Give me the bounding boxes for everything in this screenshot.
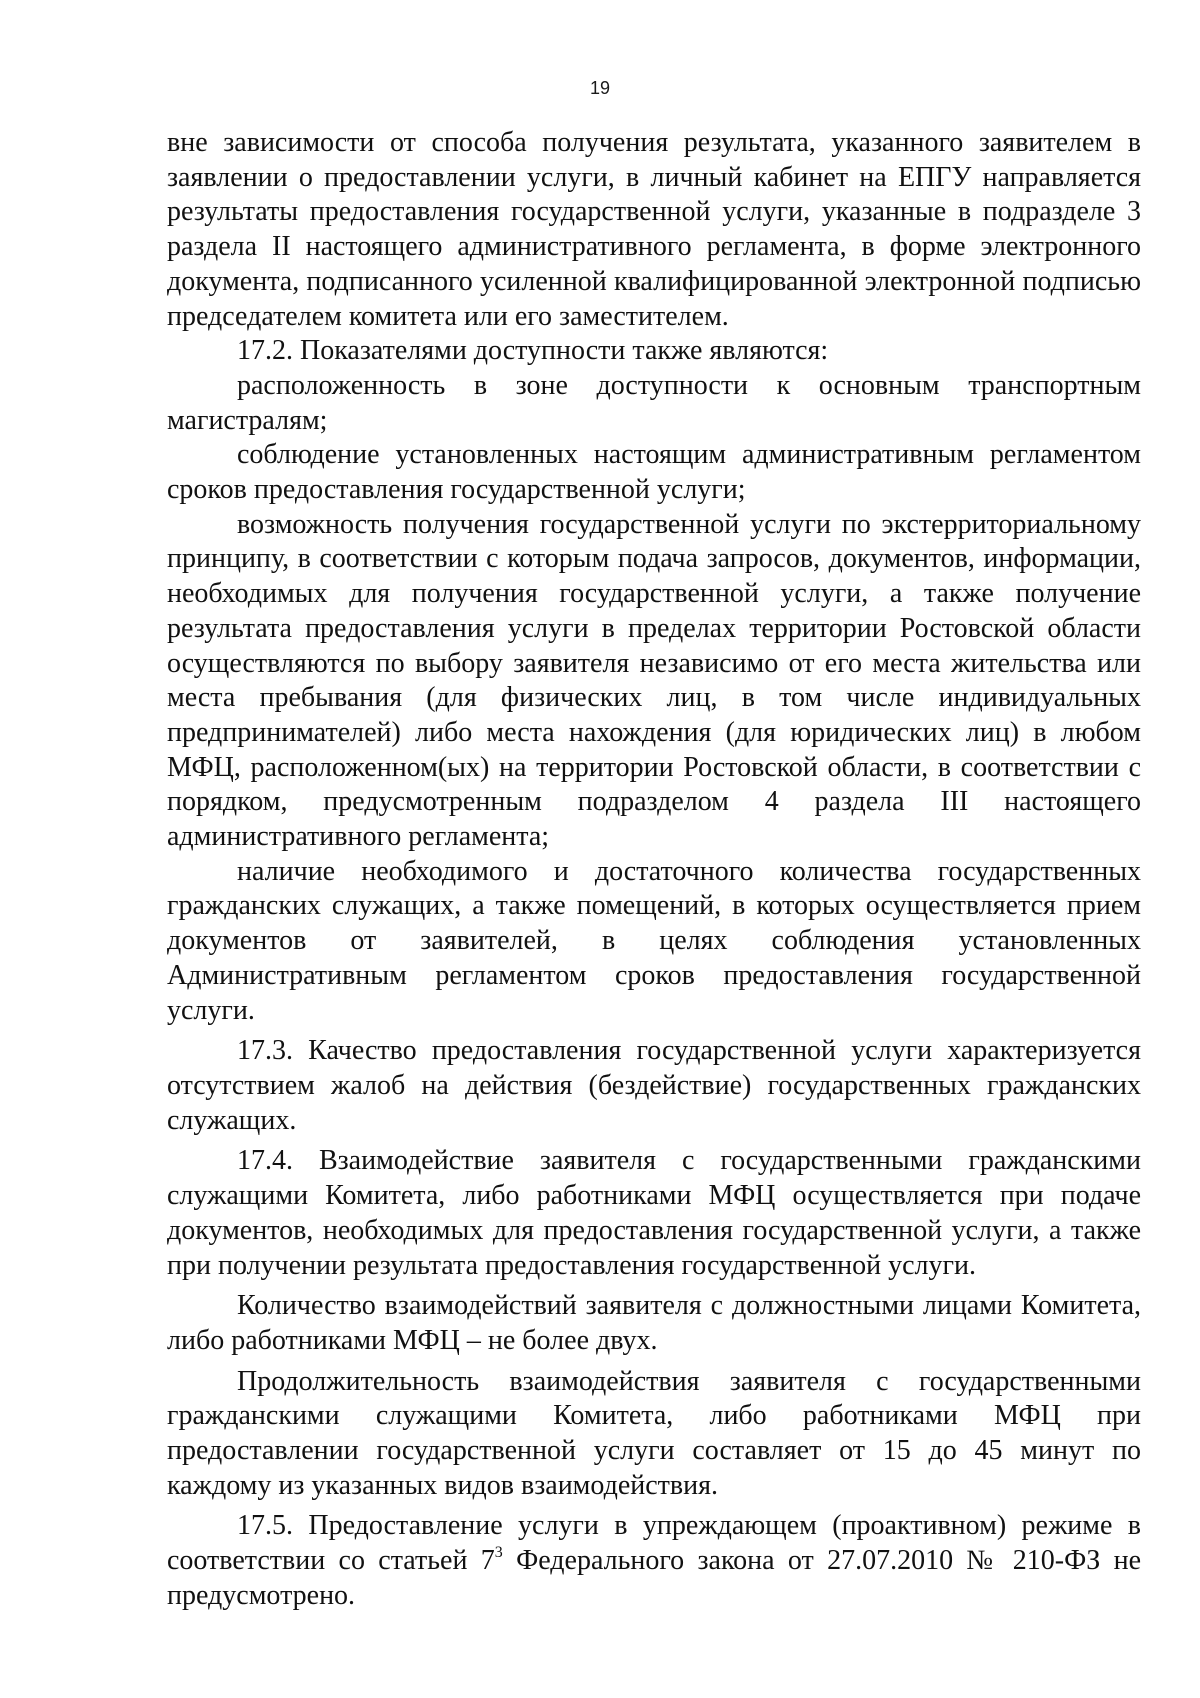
paragraph-17-4: 17.4. Взаимодействие заявителя с государственными гражданскими служащими Комитета, либо работниками МФЦ осуществляется при подаче документов, необходимых для предоставления государственной услуги, а также при получении результата предоставления государственной услуги. <box>167 1145 1141 1281</box>
paragraph-17-3: 17.3. Качество предоставления государственной услуги характеризуется отсутствием жалоб на действия (бездействие) государственных гражданских служащих. <box>167 1035 1141 1136</box>
paragraph-interaction-duration: Продолжительность взаимодействия заявителя с государственными гражданскими служащими Комитета, либо работниками МФЦ при предоставлении государственной услуги составляет от 15 до 45 минут по каждому из указанных видов взаимодействия. <box>167 1365 1141 1501</box>
paragraph-17-5 <box>167 1509 1141 1613</box>
paragraph-staff-premises: наличие необходимого и достаточного количества государственных гражданских служащих, а также помещений, в которых осуществляется прием документов от заявителей, в целях соблюдения установленных Административным регламентом сроков предоставления государственной услуги. <box>167 855 1141 1026</box>
paragraph-deadlines: соблюдение установленных настоящим административным регламентом сроков предоставления государственной услуги; <box>167 439 1141 506</box>
document-body <box>167 126 1141 1614</box>
page-number: 19 <box>589 78 611 98</box>
paragraph-result-delivery: вне зависимости от способа получения результата, указанного заявителем в заявлении о предоставлении услуги, в личный кабинет на ЕПГУ направляется результаты предоставления государственной услуги, указанные в подразделе 3 раздела II настоящего административного регламента, в форме электронного документа, подписанного усиленной квалифицированной электронной подписью председателем комитета или его заместителем. <box>167 127 1141 332</box>
paragraph-extraterritorial: возможность получения государственной услуги по экстерриториальному принципу, в соответствии с которым подача запросов, документов, информации, необходимых для получения государственной услуги, а также получение результата предоставления услуги в пределах территории Ростовской области осуществляются по выбору заявителя независимо от его места жительства или места пребывания (для физических лиц, в том числе индивидуальных предпринимателей) либо места нахождения (для юридических лиц) в любом МФЦ, расположенном(ых) на территории Ростовской области, в соответствии с порядком, предусмотренным подразделом 4 раздела III настоящего административного регламента; <box>167 508 1141 853</box>
paragraph-17-5-text-start: 17.5. Предоставление услуги в упреждающем (проактивном) режиме в соответствии со статьей 7 <box>167 1510 1141 1577</box>
paragraph-transport-access: расположенность в зоне доступности к основным транспортным магистралям; <box>167 369 1141 436</box>
paragraph-17-5-text-end: Федерального закона от 27.07.2010 № 210-ФЗ не предусмотрено. <box>167 1545 1142 1611</box>
paragraph-17-2: 17.2. Показателями доступности также являются: <box>237 335 829 367</box>
paragraph-interaction-count: Количество взаимодействий заявителя с должностными лицами Комитета, либо работниками МФЦ – не более двух. <box>167 1290 1141 1356</box>
superscript-article-number: 3 <box>494 1544 503 1562</box>
